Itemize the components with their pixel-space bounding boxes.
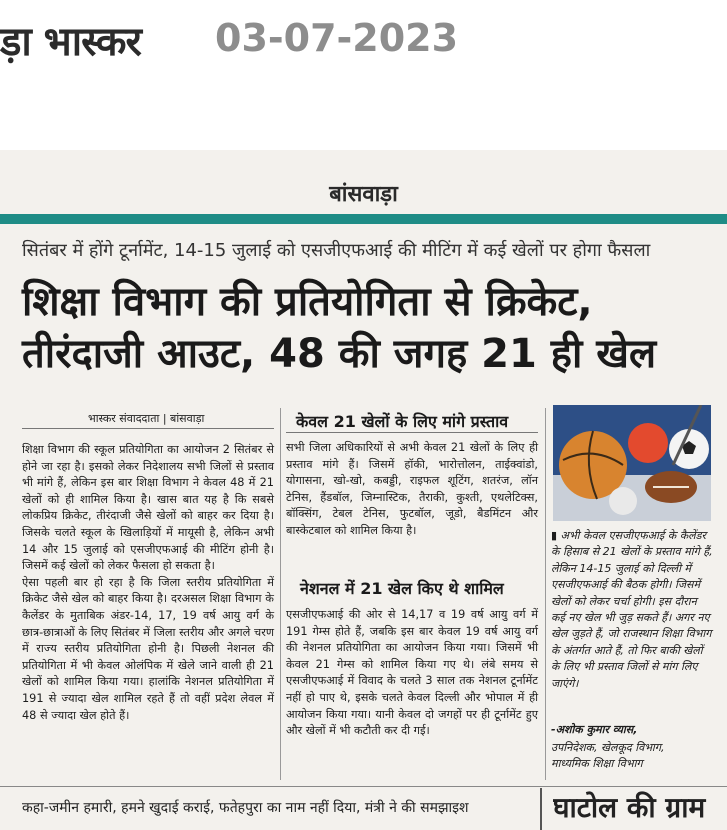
body-paragraph: एसजीएफआई की ओर से 14,17 व 19 वर्ष आयु वर्ग में 191 गेम्स होते हैं, जबकि इस बार केवल 19 वर्ष आयु वर्ग की नेशनल प्रतियोगिता का आयोजन किया गया। जिसमें भी केवल 21 गेम्स को शामिल किया गए थे। लंबे समय से एसजीएफआई में विवाद के चलते 3 साल तक नेशनल टूर्नामेंट नहीं हो पाए थे, इसके चलते केवल दिल्ली और भोपाल में ही आयोजन किया गया। यानी केवल दो जगहों पर ही टूर्नामेंट हुए और खेलों में भी कटौती कर दी गई। xyxy=(286,608,538,738)
footer-divider xyxy=(0,786,727,787)
article-kicker: सितंबर में होंगे टूर्नामेंट, 14-15 जुलाई को एसजीएफआई की मीटिंग में कई खेलों पर होगा फैसला xyxy=(22,240,651,261)
edition-date: 03-07-2023 xyxy=(215,16,459,60)
quote-author-title: उपनिदेशक, खेलकूद विभाग, xyxy=(551,741,665,754)
sports-balls-illustration xyxy=(553,405,711,521)
headline-line-1: शिक्षा विभाग की प्रतियोगिता से क्रिकेट, xyxy=(22,279,593,325)
newspaper-brand: ड़ा भास्कर xyxy=(0,19,141,65)
body-paragraph: सभी जिला अधिकारियों से अभी केवल 21 खेलों के लिए ही प्रस्ताव मांगे हैं। जिसमें हॉकी, भारोत्तोलन, ताईक्वांडो, योगासना, खो-खो, कबड्डी, राइफल शूटिंग, शतरंज, लॉन टेनिस, हैंडबॉल, जिम्नास्टिक, तैराकी, कुश्ती, एथलेटिक्स, बॉक्सिंग, टेबल टेनिस, फुटबॉल, जूडो, बैडमिंटन और बास्केटबाल को शामिल किया है। xyxy=(286,441,538,537)
quote-author-department: माध्यमिक शिक्षा विभाग xyxy=(551,757,643,770)
article-column-1 xyxy=(22,442,274,724)
section-accent-bar xyxy=(0,214,727,224)
byline-divider xyxy=(22,428,274,429)
byline: भास्कर संवाददाता | बांसवाड़ा xyxy=(88,412,205,425)
headline-line-2: तीरंदाजी आउट, 48 की जगह 21 ही खेल xyxy=(22,331,657,377)
subheading-rule xyxy=(286,432,538,433)
subheading-proposals: केवल 21 खेलों के लिए मांगे प्रस्ताव xyxy=(296,412,509,431)
sports-equipment-photo xyxy=(553,405,711,521)
screenshot-header xyxy=(0,0,727,80)
quote-author-name: -अशोक कुमार व्यास, xyxy=(551,723,638,736)
next-article-kicker: कहा-जमीन हमारी, हमने खुदाई कराई, फतेहपुरा का नाम नहीं दिया, मंत्री ने की समझाइश xyxy=(22,800,469,816)
column-divider-1 xyxy=(280,408,281,780)
next-article-headline: घाटोल की ग्राम xyxy=(553,791,706,824)
photo-caption: ▮ अभी केवल एसजीएफआई के कैलेंडर के हिसाब से 21 खेलों के प्रस्ताव मांगे हैं, लेकिन 14-15 जुलाई को दिल्ली में एसजीएफआई की बैठक होगी। जिसमें खेलों को लेकर चर्चा होगी। इस दौरान कई नए खेल भी जुड़ सकते हैं। अगर नए खेल जुड़ते हैं, जो राजस्थान शिक्षा विभाग के अंतर्गत आते हैं, तो फिर बाकी खेलों के लिए भी प्रस्ताव जिलों से मांग लिए जाएंगे। xyxy=(551,529,713,690)
body-paragraph: ऐसा पहली बार हो रहा है कि जिला स्तरीय प्रतियोगिता में क्रिकेट जैसे खेल को बाहर किया है। दरअसल शिक्षा विभाग के कैलेंडर के मुताबिक अंडर-14, 17, 19 वर्ष आयु वर्ग के छात्र-छात्राओं के लिए सितंबर में जिला स्तरीय और अगले चरण में राज्य स्तरीय प्रतियोगिता होनी है। पिछली नेशनल की प्रतियोगिता में भी केवल ओलंपिक में खेले जाने वाली ही 21 खेलों को शामिल किया गया। हालांकि नेशनल प्रतियोगिता में 191 से ज्यादा खेल शामिल रहते हैं तो वहीं प्रदेश लेवल में 48 से ज्यादा खेल होते हैं। xyxy=(22,575,274,722)
article-headline xyxy=(22,276,712,380)
article-column-2-bottom xyxy=(286,607,538,740)
column-divider-2 xyxy=(545,408,546,780)
body-paragraph: शिक्षा विभाग की स्कूल प्रतियोगिता का आयोजन 2 सितंबर से होने जा रहा है। इसको लेकर निदेशालय सभी जिलों से प्रस्ताव भी मांगे हैं, लेकिन इस बार शिक्षा विभाग ने केवल 48 में 21 खेलों को ही शामिल किया है। खास बात यह है कि सबसे लोकप्रिय क्रिकेट, तीरंदाजी जैसे खेलों को बाहर कर दिया है। जिसके चलते स्कूल के खिलाड़ियों में मायूसी है, लेकिन अभी 14 और 15 जुलाई को एसजीएफआई की मीटिंग होनी है। जिसमें कई खेलों को लेकर फैसला हो सकता है। xyxy=(22,443,274,573)
city-name: बांसवाड़ा xyxy=(329,182,398,207)
subheading-national: नेशनल में 21 खेल किए थे शामिल xyxy=(300,579,504,598)
footer-column-divider xyxy=(540,788,542,830)
article-column-2-top xyxy=(286,440,538,540)
